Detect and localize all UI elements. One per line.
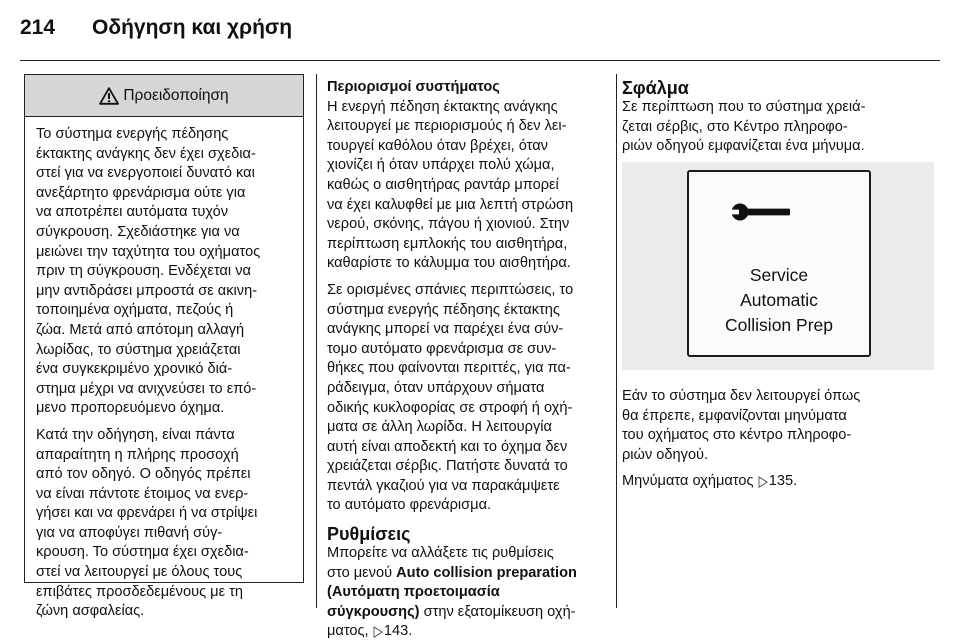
text-line: το αυτόματο φρενάρισμα. xyxy=(327,497,492,514)
text-line: μην αντιδράσει μπροστά σε ακινη- xyxy=(36,282,258,299)
text-line: καθώς ο αισθητήρας ραντάρ μπορεί xyxy=(327,176,559,193)
text-line: επιβάτες προσδεδεμένους με τη xyxy=(36,583,244,600)
text-line: ένα συγκεκριμένο χρονικό διά- xyxy=(36,361,233,378)
text-line: ανάγκης μπορεί να παρέχει ένα σύν- xyxy=(327,321,564,338)
text-line: γήσει και να φρενάρει ή να στρίψει xyxy=(36,505,258,522)
settings-line-3 xyxy=(327,583,611,603)
text-line: στεί να λειτουργεί με όλους τους xyxy=(36,564,243,581)
text-line: ριών οδηγού εμφανίζεται ένα μήνυμα. xyxy=(622,138,865,155)
page-reference-triangle-icon: ▷ xyxy=(373,622,383,640)
column-divider-left xyxy=(316,74,317,608)
limits-heading: Περιορισμοί συστήματος xyxy=(327,79,500,95)
warning-paragraph-1 xyxy=(36,125,293,419)
text-line: κρουση. Το σύστημα έχει σχεδια- xyxy=(36,544,249,561)
text-line: Κατά την οδήγηση, είναι πάντα xyxy=(36,426,235,443)
menu-path-greek-2: σύγκρουσης) xyxy=(327,603,420,620)
settings-page-ref: 143 xyxy=(383,623,409,640)
service-text-line-3: Collision Prep xyxy=(725,315,833,335)
right-column-top xyxy=(622,78,938,164)
text-line: Σε ορισμένες σπάνιες περιπτώσεις, το xyxy=(327,281,574,298)
text-line: πριν τη σύγκρουση. Ενδέχεται να xyxy=(36,263,251,280)
text-line: απαραίτητη η πλήρης προσοχή xyxy=(36,446,239,463)
messages-page-ref: 135 xyxy=(768,473,794,490)
text-line: περίπτωση εμπλοκής του αισθητήρα, xyxy=(327,235,568,252)
right-column-bottom xyxy=(622,387,938,492)
text-line: να αποτρέπει αυτόματα τυχόν xyxy=(36,204,229,221)
menu-path-auto-collision: Auto collision preparation xyxy=(396,564,577,581)
text-line: θήκες που φαίνονται περιττές, για πα- xyxy=(327,360,571,377)
text-line: αυτή είναι αποδεκτή και το όχημα δεν xyxy=(327,438,568,455)
text-line: ζεται σέρβις, στο Κέντρο πληροφο- xyxy=(622,118,848,135)
settings-paragraph xyxy=(327,544,611,642)
page-header-title: Οδήγηση και χρήση xyxy=(92,16,293,39)
text-line: ματα σε άλλη λωρίδα. Η λειτουργία xyxy=(327,419,552,436)
text-line: Σε περίπτωση που το σύστημα χρειά- xyxy=(622,99,866,115)
text-line: πεντάλ γκαζιού για να παρακάμψετε xyxy=(327,477,560,494)
warning-paragraph-2 xyxy=(36,426,293,622)
fault-paragraph-1 xyxy=(622,98,938,157)
settings-line-4: σύγκρουσης) στην εξατομίκευση οχή- xyxy=(327,603,576,620)
column-divider-right xyxy=(616,74,617,608)
text-line: καθαρίστε το κάλυμμα του αισθητήρα. xyxy=(327,255,571,272)
text-line: μειώνει την ταχύτητα του οχήματος xyxy=(36,243,261,260)
text-line: νερού, σκόνης, πάγου ή χιονιού. Στην xyxy=(327,216,570,233)
text-line: θα έπρεπε, εμφανίζονται μηνύματα xyxy=(622,407,847,424)
settings-line-1: Μπορείτε να αλλάξετε τις ρυθμίσεις xyxy=(327,545,554,562)
text-line: τουργεί καθόλου όταν βρέχει, όταν xyxy=(327,137,548,154)
page-number: 214 xyxy=(20,16,56,39)
text-line: ζώα. Μετά από απότομη αλλαγή xyxy=(36,321,245,338)
warning-box xyxy=(24,74,304,620)
menu-path-greek-1: (Αυτόματη προετοιμασία xyxy=(327,584,500,601)
fault-heading: Σφάλμα xyxy=(622,78,689,98)
limits-paragraph-2 xyxy=(327,281,611,516)
warning-box-header xyxy=(25,75,303,117)
text-line: σύγκρουση. Σχεδιάστηκε για να xyxy=(36,223,240,240)
warning-triangle-icon xyxy=(99,87,119,105)
text-line: σύστημα ενεργής πέδησης έκτακτης xyxy=(327,301,560,318)
text-line: Η ενεργή πέδηση έκτακτης ανάγκης xyxy=(327,98,558,115)
text-line: Το σύστημα ενεργής πέδησης xyxy=(36,126,229,142)
text-line: Εάν το σύστημα δεν λειτουργεί όπως xyxy=(622,388,861,404)
text-line: να έχει καλυφθεί με μια λεπτή στρώση xyxy=(327,196,574,213)
warning-title: Προειδοποίηση xyxy=(123,86,229,104)
text-line: έκτακτης ανάγκης δεν έχει σχεδια- xyxy=(36,145,256,162)
text-line: μενο προπορευόμενο όχημα. xyxy=(36,400,225,417)
warning-text xyxy=(25,117,303,622)
text-line: στεί για να ενεργοποιεί δυνατό και xyxy=(36,165,255,182)
text-line: λωρίδας, το σύστημα χρειάζεται xyxy=(36,341,241,358)
text-line: από τον οδηγό. Ο οδηγός πρέπει xyxy=(36,466,251,483)
vehicle-messages-reference: Μηνύματα οχήματος ▷135. xyxy=(622,472,938,492)
text-line: ριών οδηγού. xyxy=(622,446,709,463)
settings-line-2: στο μενού Auto collision preparation xyxy=(327,564,577,581)
limits-paragraph-1 xyxy=(327,98,611,274)
middle-column xyxy=(327,78,611,642)
text-line: λειτουργεί με περιορισμούς ή δεν λει- xyxy=(327,118,567,135)
text-line: τοποιημένα οχήματα, πεζούς ή xyxy=(36,302,234,319)
text-line: ράδειγμα, όταν υπάρχουν σήματα xyxy=(327,379,545,396)
text-line: για να αποφύγει πιθανή σύγ- xyxy=(36,524,223,541)
fault-paragraph-2 xyxy=(622,387,938,465)
service-text-line-1: Service xyxy=(749,265,809,285)
text-line: στημα μέχρι να ανιχνεύσει το επό- xyxy=(36,380,257,397)
header-divider xyxy=(20,60,940,61)
wrench-icon xyxy=(731,200,791,224)
text-line: ζώνη ασφαλείας. xyxy=(36,603,145,620)
text-line: ανεξάρτητο φρενάρισμα ούτε για xyxy=(36,184,246,201)
text-line: τομο αυτόματο φρενάρισμα σε συν- xyxy=(327,340,557,357)
text-line: οδικής κυκλοφορίας σε στροφή ή οχή- xyxy=(327,399,573,416)
service-text-line-2: Automatic xyxy=(740,290,818,310)
text-line: χρειάζεται σέρβις. Πατήστε δυνατά το xyxy=(327,458,568,475)
text-line: χιονίζει ή όταν υπάρχει πολύ χώμα, xyxy=(327,157,555,174)
page-reference-triangle-icon: ▷ xyxy=(758,472,768,490)
service-message-screen xyxy=(687,170,871,357)
settings-heading: Ρυθμίσεις xyxy=(327,524,411,545)
text-line: να είναι πάντοτε έτοιμος να ενερ- xyxy=(36,485,249,502)
settings-line-5: ματος, ▷143. xyxy=(327,622,611,642)
text-line: του οχήματος στο κέντρο πληροφο- xyxy=(622,427,852,444)
